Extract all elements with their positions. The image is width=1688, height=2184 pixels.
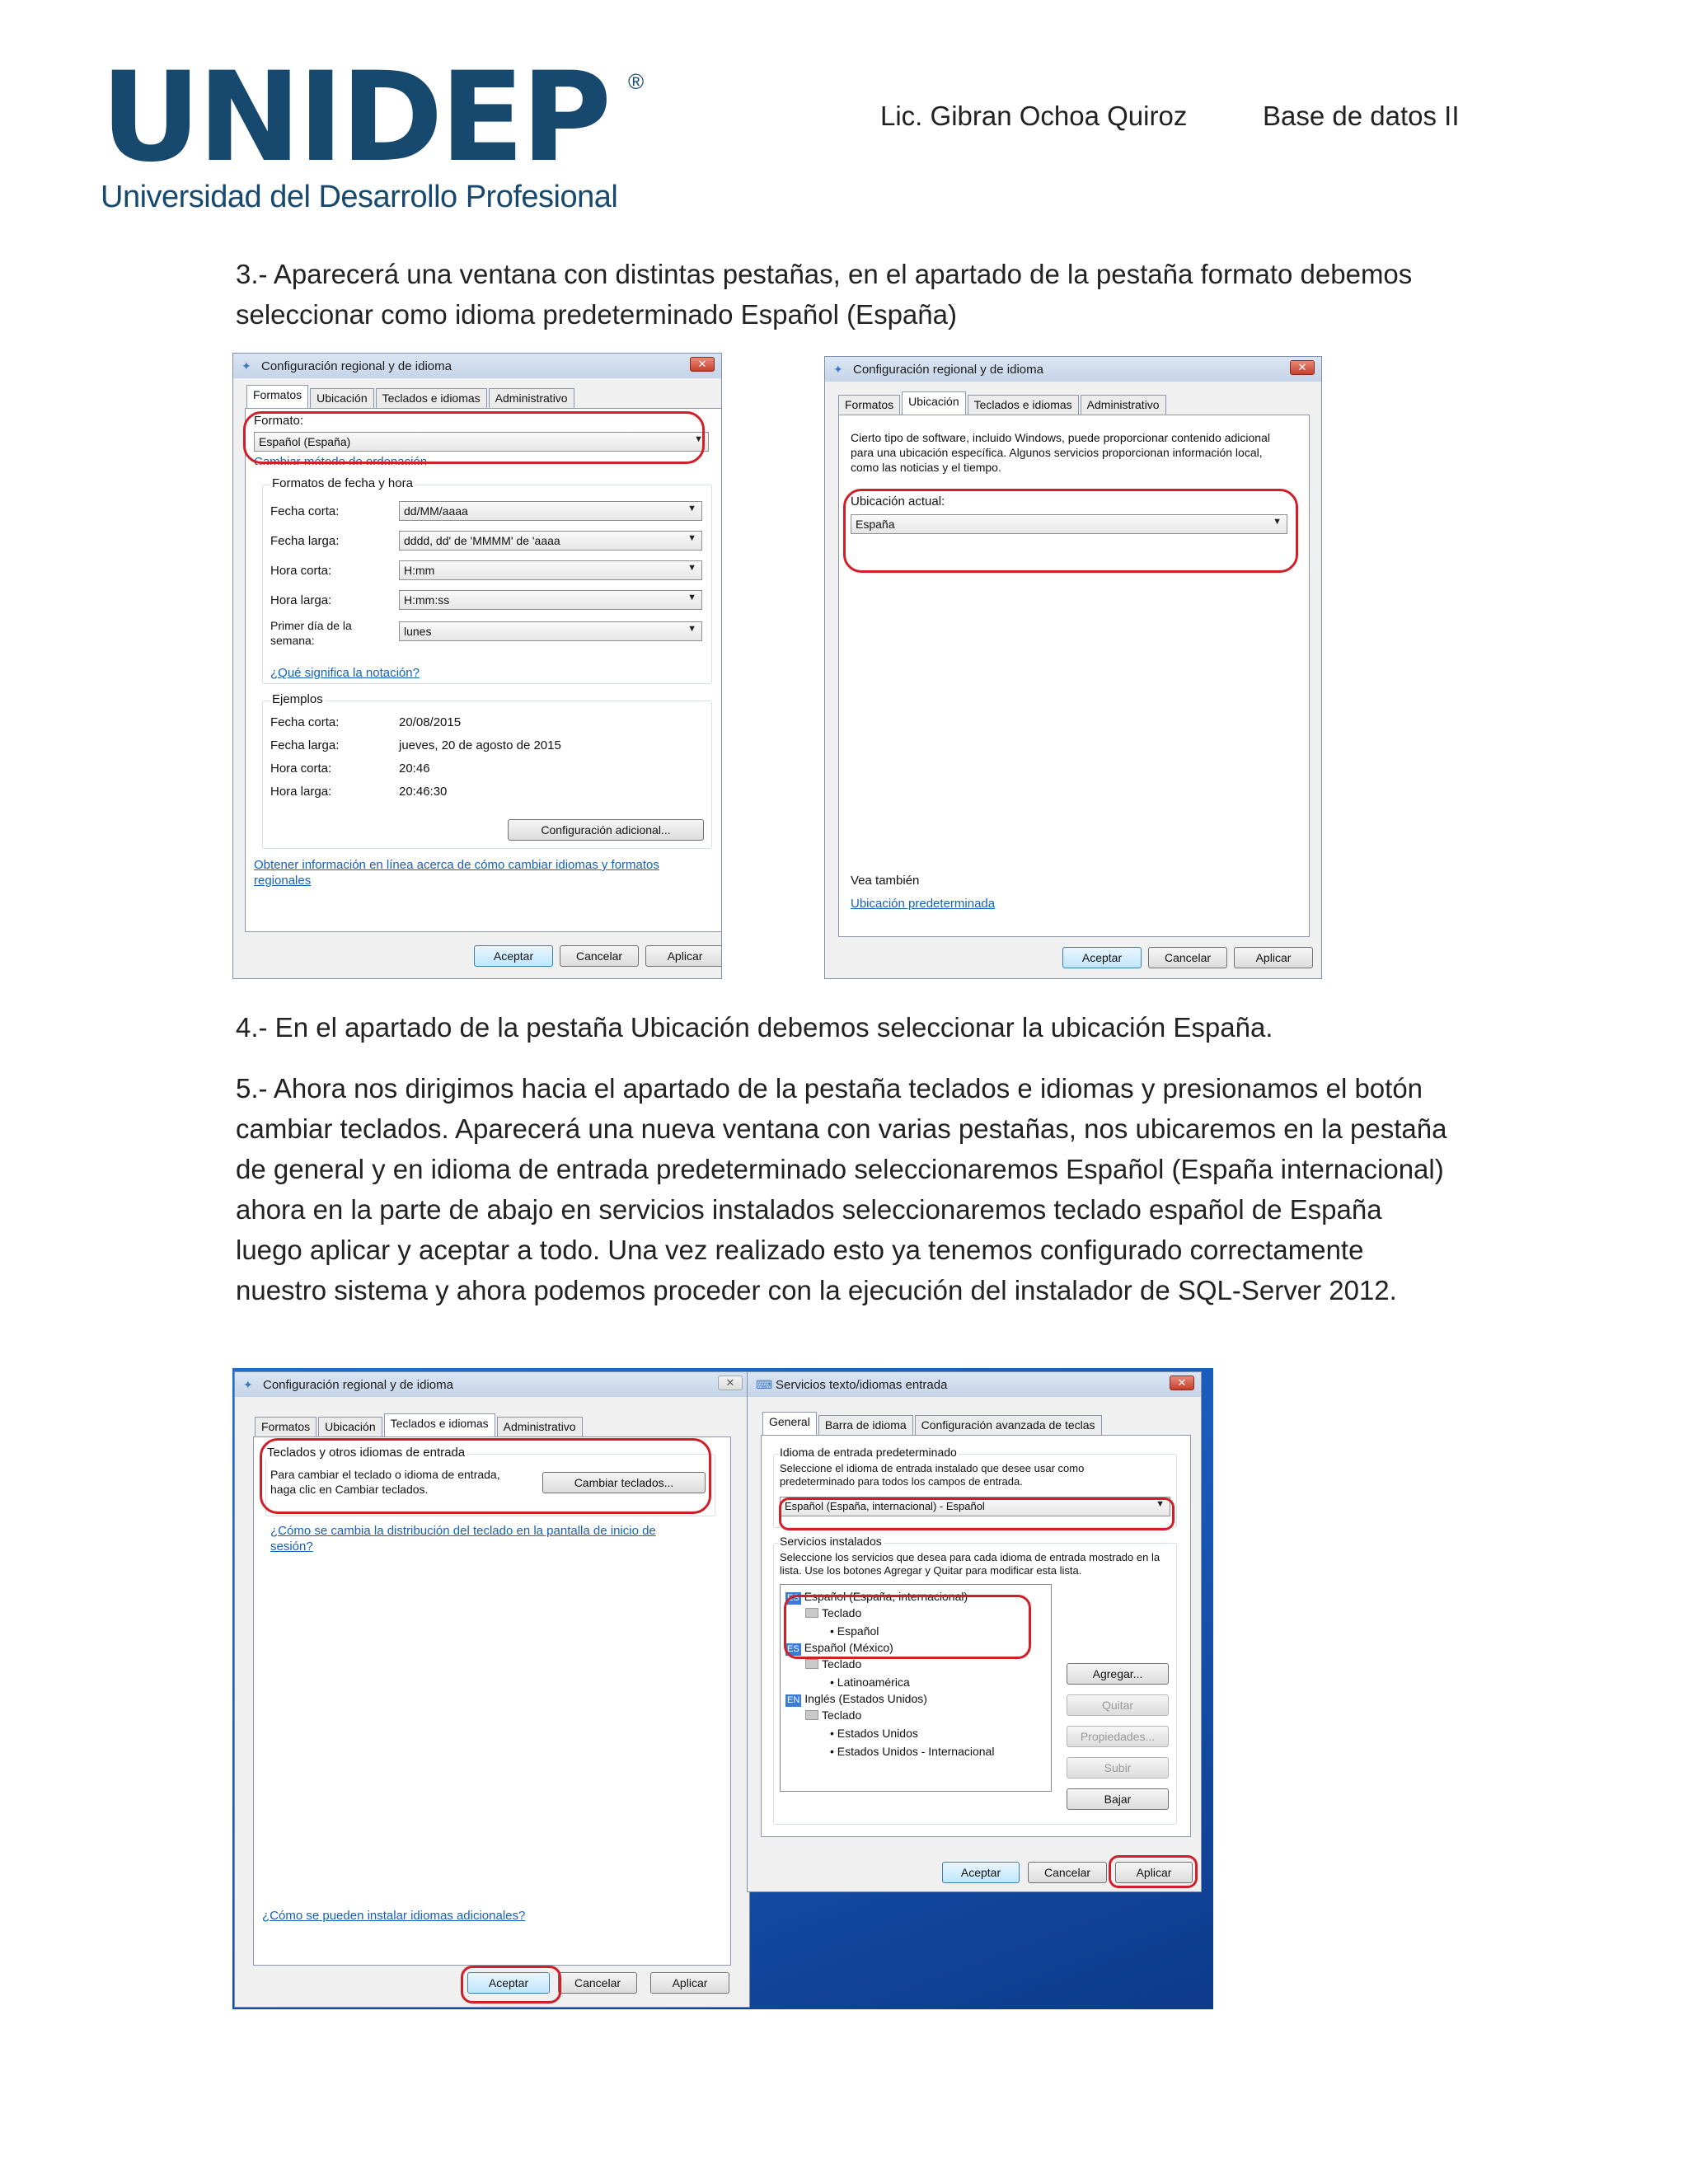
tree-item[interactable]: • Estados Unidos: [830, 1727, 918, 1740]
example-value: jueves, 20 de agosto de 2015: [399, 738, 561, 752]
dialog-ubicacion: [824, 356, 1322, 979]
close-button[interactable]: ✕: [1290, 360, 1315, 375]
cambiar-teclados-button[interactable]: Cambiar teclados...: [542, 1472, 706, 1493]
example-value: 20:46: [399, 762, 430, 776]
dialog-titlebar: [748, 1372, 1201, 1397]
tree-item-label: Estados Unidos - Internacional: [837, 1745, 995, 1758]
dialog-titlebar: [825, 357, 1321, 382]
row-label: Primer día de la semana:: [270, 619, 352, 647]
propiedades-button[interactable]: Propiedades...: [1067, 1726, 1169, 1747]
ok-button[interactable]: Aceptar: [1062, 947, 1142, 968]
logo-registered-mark: ®: [628, 69, 645, 94]
dialog-title: Servicios texto/idiomas entrada: [776, 1377, 948, 1392]
tree-item[interactable]: • Latinoamérica: [830, 1675, 910, 1689]
tab-administrativo[interactable]: Administrativo: [489, 388, 574, 408]
tree-item-label: Estados Unidos: [837, 1727, 918, 1740]
group-installed-text: Seleccione los servicios que desea para cada idioma de entrada mostrado en la lista. Use los botones Agregar y Quitar para modificar esta lista.: [780, 1551, 1160, 1577]
keyboard-icon: ⌨: [756, 1378, 773, 1391]
tab-panel: [253, 1436, 731, 1966]
step-4-text: 4.- En el apartado de la pestaña Ubicación debemos seleccionar la ubicación España.: [236, 1012, 1273, 1043]
example-label: Fecha corta:: [270, 715, 340, 729]
tab-formatos[interactable]: Formatos: [255, 1417, 316, 1436]
highlight-ring: [243, 411, 705, 464]
header-author: Lic. Gibran Ochoa Quiroz: [880, 101, 1188, 131]
ubicacion-predeterminada-link[interactable]: Ubicación predeterminada: [851, 897, 996, 911]
tab-teclados[interactable]: Teclados e idiomas: [968, 395, 1079, 415]
dialog-servicios: [747, 1371, 1202, 1892]
group-default-label: Idioma de entrada predeterminado: [780, 1446, 957, 1459]
language-badge: ES: [787, 1644, 799, 1654]
orden-link[interactable]: Cambiar método de ordenación: [254, 455, 428, 465]
folder-icon: [805, 1659, 818, 1669]
language-badge: EN: [787, 1695, 800, 1705]
example-value: 20/08/2015: [399, 715, 462, 729]
example-label: Hora corta:: [270, 762, 332, 776]
tree-item[interactable]: [805, 1708, 861, 1722]
tab-ubicacion[interactable]: Ubicación: [318, 1417, 382, 1436]
highlight-ring: [1109, 1855, 1198, 1888]
chevron-down-icon: ▼: [687, 563, 696, 573]
ubicacion-label: Ubicación actual:: [851, 494, 945, 509]
hora-larga-select[interactable]: [399, 590, 702, 610]
tab-config-avanzada[interactable]: Configuración avanzada de teclas: [915, 1415, 1102, 1435]
highlight-ring: [260, 1438, 711, 1514]
teclado-help-link[interactable]: ¿Cómo se cambia la distribución del teclado en la pantalla de inicio de sesión?: [270, 1524, 656, 1554]
chevron-down-icon: ▼: [694, 434, 703, 444]
row-value: H:mm:ss: [404, 593, 450, 607]
globe-icon: ✦: [243, 1378, 253, 1391]
dialog-title: Configuración regional y de idioma: [853, 362, 1043, 377]
tab-strip: [255, 1417, 584, 1436]
formato-label: Formato:: [254, 414, 304, 428]
tab-administrativo[interactable]: Administrativo: [497, 1417, 583, 1436]
quitar-button[interactable]: Quitar: [1067, 1694, 1169, 1716]
dialog-title: Configuración regional y de idioma: [263, 1377, 453, 1392]
info-link[interactable]: Obtener información en línea acerca de cómo cambiar idiomas y formatos regionales: [254, 858, 659, 888]
ok-button[interactable]: Aceptar: [942, 1862, 1020, 1883]
group-teclados-text: Para cambiar el teclado o idioma de entrada, haga clic en Cambiar teclados.: [270, 1468, 500, 1496]
tree-item-label: Teclado: [822, 1606, 862, 1619]
subir-button[interactable]: Subir: [1067, 1757, 1169, 1779]
highlight-ring: [784, 1595, 1031, 1659]
configuracion-adicional-button[interactable]: Configuración adicional...: [508, 819, 704, 841]
hora-corta-select[interactable]: [399, 560, 702, 580]
row-value: H:mm: [404, 564, 435, 577]
row-value: dd/MM/aaaa: [404, 504, 468, 518]
chevron-down-icon: ▼: [687, 624, 696, 634]
tab-panel: [245, 408, 722, 932]
example-value: 20:46:30: [399, 785, 448, 799]
agregar-button[interactable]: Agregar...: [1067, 1663, 1169, 1685]
tab-formatos[interactable]: Formatos: [838, 395, 900, 415]
notacion-link[interactable]: ¿Qué significa la notación?: [270, 666, 420, 680]
row-label: Fecha corta:: [270, 504, 340, 518]
tree-item-label: Español: [837, 1624, 879, 1638]
fecha-corta-select[interactable]: [399, 501, 702, 521]
ok-button[interactable]: Aceptar: [467, 1972, 550, 1994]
row-value: dddd, dd' de 'MMMM' de 'aaaa: [404, 534, 560, 547]
idiomas-adicionales-link[interactable]: ¿Cómo se pueden instalar idiomas adicionales?: [262, 1909, 526, 1923]
globe-icon: ✦: [241, 359, 251, 373]
dialog-teclados: [234, 1371, 750, 2008]
tree-item[interactable]: • Estados Unidos - Internacional: [830, 1745, 995, 1758]
group-default-text: Seleccione el idioma de entrada instalado que desee usar como predeterminado para todos los campos de entrada.: [780, 1462, 1085, 1488]
step-3-text: 3.- Aparecerá una ventana con distintas pestañas, en el apartado de la pestaña formato debemos seleccionar como idioma predeterminado Español (España): [236, 259, 1413, 330]
tree-item-label: Teclado: [822, 1708, 862, 1722]
tab-strip: [246, 388, 576, 408]
globe-icon: ✦: [833, 363, 843, 376]
logo-subtitle: Universidad del Desarrollo Profesional: [101, 180, 618, 214]
apply-button[interactable]: Aplicar: [1115, 1862, 1193, 1883]
ubicacion-description: Cierto tipo de software, incluido Windows, puede proporcionar contenido adicional para una ubicación específica. Algunos servicios proporcionan información local, como las noticias y el tiempo.: [851, 431, 1270, 474]
language-badge: ES: [787, 1593, 799, 1603]
primer-dia-select[interactable]: [399, 621, 702, 641]
highlight-ring: [843, 489, 1298, 573]
dialog-titlebar: [235, 1372, 749, 1397]
chevron-down-icon: ▼: [1273, 517, 1282, 527]
row-label: Fecha larga:: [270, 534, 340, 548]
logo-wordmark: UNIDEP: [101, 46, 609, 190]
fecha-larga-select[interactable]: [399, 531, 702, 551]
tree-item-label: Español (España, internacional): [804, 1590, 968, 1603]
tab-strip: [838, 395, 1168, 415]
dialog-formatos: [232, 353, 722, 979]
tab-teclados[interactable]: Teclados e idiomas: [376, 388, 487, 408]
chevron-down-icon: ▼: [687, 533, 696, 543]
example-label: Fecha larga:: [270, 738, 340, 752]
cancel-button[interactable]: Cancelar: [1148, 947, 1227, 968]
row-label: Hora corta:: [270, 564, 332, 578]
cancel-button[interactable]: Cancelar: [558, 1972, 637, 1994]
highlight-ring: [779, 1497, 1175, 1530]
row-label: Hora larga:: [270, 593, 332, 607]
example-label: Hora larga:: [270, 785, 332, 799]
apply-button[interactable]: Aplicar: [645, 945, 722, 967]
default-language-value: Español (España, internacional) - Español: [785, 1500, 985, 1512]
folder-icon: [805, 1710, 818, 1720]
close-button[interactable]: ✕: [718, 1376, 743, 1390]
cancel-button[interactable]: Cancelar: [1028, 1862, 1107, 1883]
group-fecha-label: Formatos de fecha y hora: [272, 476, 413, 490]
tab-formatos[interactable]: Formatos: [246, 385, 308, 408]
step-5-text: 5.- Ahora nos dirigimos hacia el apartado de la pestaña teclados e idiomas y presionamos el botón cambiar teclados. Aparecerá una nueva ventana con varias pestañas, nos ubicaremos en la pestaña de general y en idioma de entrada predeterminado seleccionaremos Español (España internacional) ahora en la parte de abajo en servicios instalados seleccionaremos teclado español de España luego aplicar y aceptar a todo. Una vez realizado esto ya tenemos configurado correctamente nuestro sistema y ahora podemos proceder con la ejecución del instalador de SQL-Server 2012.: [236, 1073, 1447, 1305]
tree-item-label: Español (México): [804, 1641, 893, 1654]
tab-ubicacion[interactable]: Ubicación: [310, 388, 373, 408]
chevron-down-icon: ▼: [1156, 1499, 1165, 1509]
tab-ubicacion[interactable]: Ubicación: [902, 391, 965, 415]
tree-item-label: Inglés (Estados Unidos): [804, 1692, 927, 1705]
chevron-down-icon: ▼: [687, 504, 696, 513]
group-ejemplos-label: Ejemplos: [272, 692, 323, 706]
close-button[interactable]: ✕: [1170, 1376, 1194, 1390]
tree-item-label: Teclado: [822, 1657, 862, 1671]
header-course: Base de datos II: [1263, 101, 1460, 131]
tree-item-label: Latinoamérica: [837, 1675, 910, 1689]
apply-button[interactable]: Aplicar: [650, 1972, 729, 1994]
highlight-ring: [461, 1966, 561, 2004]
ok-button[interactable]: Aceptar: [474, 945, 553, 967]
unidep-logo: [101, 46, 661, 214]
vea-tambien-label: Vea también: [851, 874, 920, 888]
tree-item[interactable]: [785, 1692, 927, 1707]
tab-general[interactable]: General: [762, 1412, 817, 1435]
tree-item[interactable]: • Español: [830, 1624, 879, 1638]
bajar-button[interactable]: Bajar: [1067, 1788, 1169, 1810]
group-teclados-label: Teclados y otros idiomas de entrada: [267, 1446, 466, 1460]
ubicacion-value: España: [856, 518, 895, 531]
close-button[interactable]: ✕: [690, 357, 715, 372]
row-value: lunes: [404, 625, 432, 638]
dialog-title: Configuración regional y de idioma: [261, 359, 452, 373]
cancel-button[interactable]: Cancelar: [560, 945, 639, 967]
dialog-titlebar: [233, 354, 721, 378]
group-installed-label: Servicios instalados: [780, 1535, 882, 1548]
tab-strip: [762, 1415, 1104, 1435]
tab-administrativo[interactable]: Administrativo: [1081, 395, 1166, 415]
tab-barra-idioma[interactable]: Barra de idioma: [818, 1415, 913, 1435]
apply-button[interactable]: Aplicar: [1234, 947, 1313, 968]
chevron-down-icon: ▼: [687, 593, 696, 602]
tab-teclados[interactable]: Teclados e idiomas: [384, 1413, 495, 1436]
tree-item[interactable]: [805, 1657, 861, 1671]
formato-value: Español (España): [259, 435, 351, 448]
